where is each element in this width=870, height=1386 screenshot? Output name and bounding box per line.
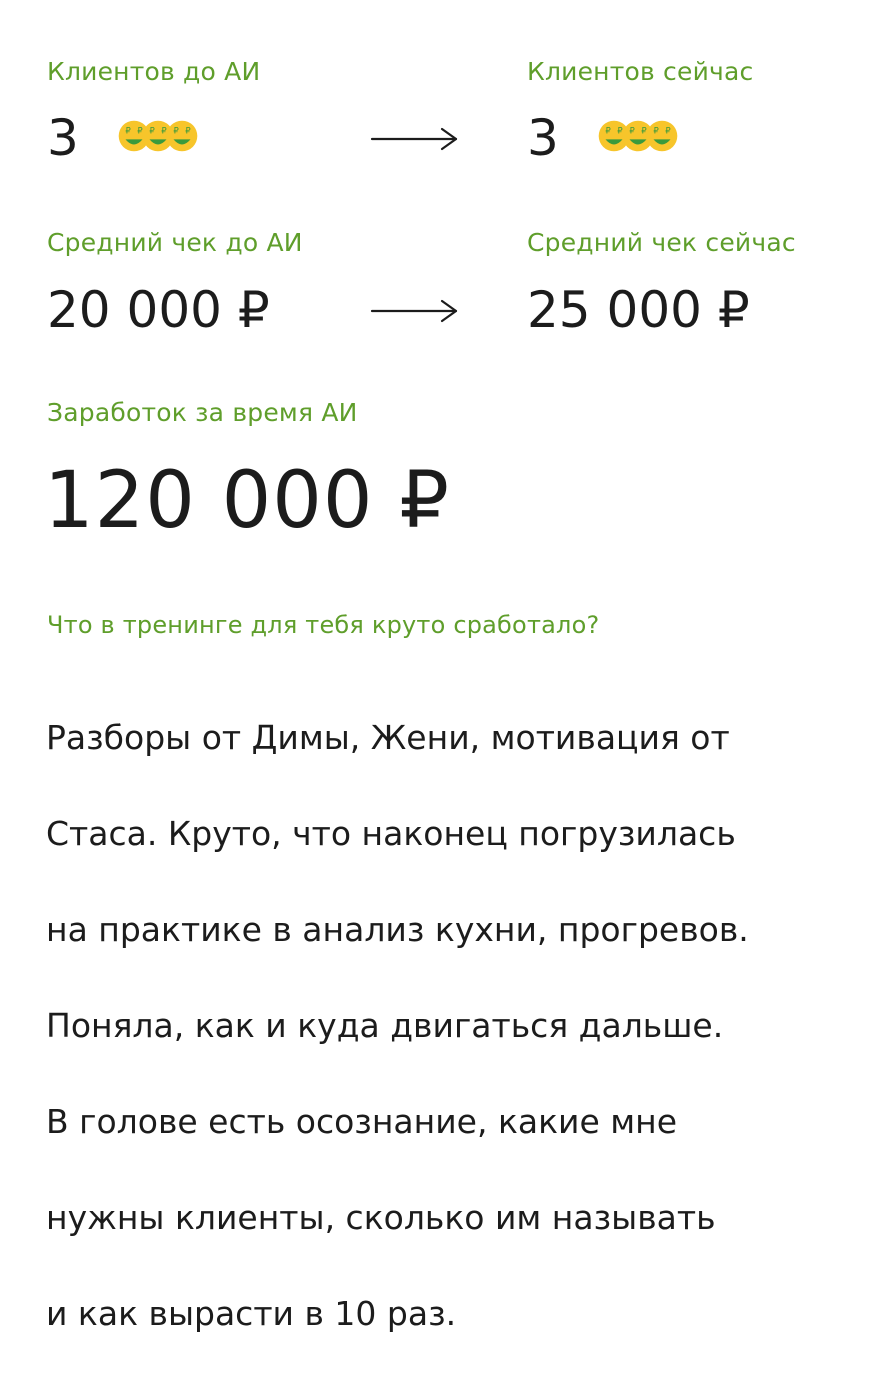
feedback-answer-line: и как вырасти в 10 раз. [46, 1294, 457, 1333]
svg-text:₽: ₽ [125, 125, 131, 136]
svg-text:₽: ₽ [173, 125, 179, 136]
svg-text:₽: ₽ [149, 125, 155, 136]
arrow-right-icon [370, 124, 460, 154]
check-now-label: Средний чек сейчас [527, 228, 796, 257]
money-mouth-face-icon [165, 119, 199, 153]
svg-text:₽: ₽ [184, 125, 191, 136]
clients-before-emojis [117, 119, 199, 153]
clients-before-value: 3 [47, 109, 79, 167]
svg-text:₽: ₽ [616, 125, 623, 136]
earnings-value: 120 000 ₽ [44, 456, 450, 546]
feedback-answer [46, 666, 846, 1386]
money-mouth-face-icon [645, 119, 679, 153]
feedback-answer-line: Разборы от Димы, Жени, мотивация от [46, 718, 730, 757]
svg-text:₽: ₽ [640, 125, 647, 136]
feedback-answer-line: нужны клиенты, сколько им называть [46, 1198, 716, 1237]
check-before-label: Средний чек до АИ [47, 228, 303, 257]
feedback-answer-line: на практике в анализ кухни, прогревов. [46, 910, 749, 949]
arrow-right-icon [370, 296, 460, 326]
clients-now-value: 3 [527, 109, 559, 167]
svg-text:₽: ₽ [136, 125, 143, 136]
clients-before-value-wrap [47, 108, 199, 168]
check-before-value: 20 000 ₽ [47, 281, 270, 339]
clients-now-label: Клиентов сейчас [527, 57, 754, 86]
feedback-answer-line: Стаса. Круто, что наконец погрузилась [46, 814, 736, 853]
clients-now-emojis [597, 119, 679, 153]
clients-now-value-wrap [527, 108, 679, 168]
svg-text:₽: ₽ [664, 125, 671, 136]
svg-text:₽: ₽ [629, 125, 635, 136]
svg-text:₽: ₽ [605, 125, 611, 136]
earnings-label: Заработок за время АИ [47, 398, 358, 427]
svg-text:₽: ₽ [160, 125, 167, 136]
check-now-value: 25 000 ₽ [527, 281, 750, 339]
clients-before-label: Клиентов до АИ [47, 57, 261, 86]
feedback-answer-line: Поняла, как и куда двигаться дальше. [46, 1006, 724, 1045]
feedback-question: Что в тренинге для тебя круто сработало? [47, 611, 600, 639]
svg-text:₽: ₽ [653, 125, 659, 136]
feedback-answer-line: В голове есть осознание, какие мне [46, 1102, 678, 1141]
